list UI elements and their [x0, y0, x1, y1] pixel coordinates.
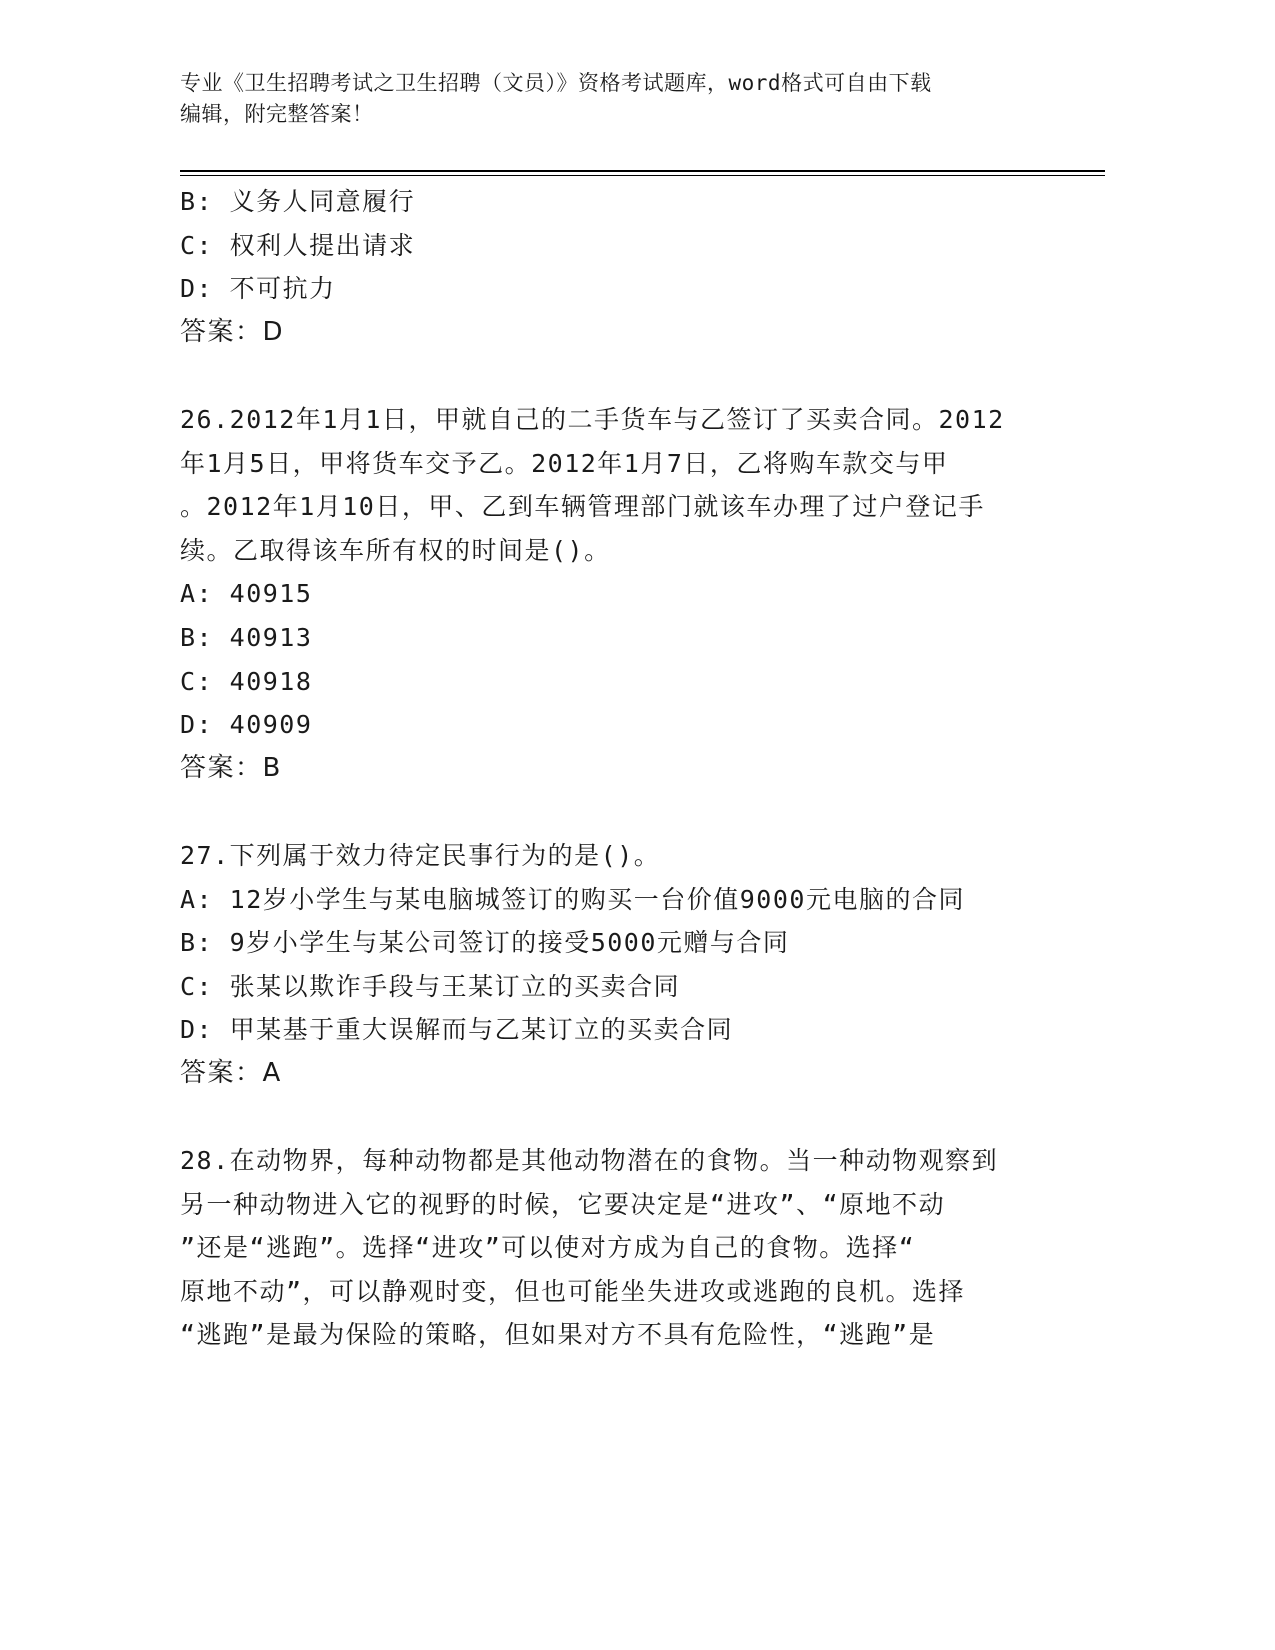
question-text-line: ”还是“逃跑”。选择“进攻”可以使对方成为自己的食物。选择“ — [180, 1233, 916, 1263]
option-b: B: 义务人同意履行 — [180, 187, 416, 216]
option-a: A: 40915 — [180, 579, 313, 609]
question-27 — [180, 834, 1080, 1096]
option-b: B: 9岁小学生与某公司签订的接受5000元赠与合同 — [180, 928, 790, 958]
answer-line: 答案：B — [180, 752, 282, 783]
question-text-line: 原地不动”，可以静观时变，但也可能坐失进攻或逃跑的良机。选择 — [180, 1276, 966, 1306]
question-text-line: 。2012年1月10日，甲、乙到车辆管理部门就该车办理了过户登记手 — [180, 492, 985, 522]
question-text-line: 28.在动物界，每种动物都是其他动物潜在的食物。当一种动物观察到 — [180, 1146, 999, 1176]
option-a: A: 12岁小学生与某电脑城签订的购买一台价值9000元电脑的合同 — [180, 884, 965, 914]
option-d: D: 不可抗力 — [180, 274, 336, 304]
answer-line: 答案：A — [180, 1057, 282, 1088]
header-divider-thin — [180, 175, 1105, 176]
question-25-tail — [180, 180, 1080, 354]
option-c: C: 张某以欺诈手段与王某订立的买卖合同 — [180, 971, 681, 1001]
question-gap — [180, 1095, 1080, 1139]
header-line-1: 专业《卫生招聘考试之卫生招聘（文员）》资格考试题库，word格式可自由下载 — [180, 71, 932, 95]
header-divider-thick — [180, 170, 1105, 172]
question-26 — [180, 398, 1080, 790]
option-c: C: 权利人提出请求 — [180, 230, 416, 260]
option-d: D: 40909 — [180, 710, 313, 740]
option-c: C: 40918 — [180, 666, 313, 696]
header-line-2: 编辑，附完整答案！ — [180, 102, 374, 126]
question-text-line: 另一种动物进入它的视野的时候，它要决定是“进攻”、“原地不动 — [180, 1189, 946, 1219]
question-text-line: 续。乙取得该车所有权的时间是()。 — [180, 535, 611, 565]
option-b: B: 40913 — [180, 622, 313, 652]
question-text-line: “逃跑”是最为保险的策略，但如果对方不具有危险性，“逃跑”是 — [180, 1320, 936, 1350]
page-header — [180, 68, 1040, 130]
question-content — [180, 180, 1080, 1357]
question-text-line: 年1月5日，甲将货车交予乙。2012年1月7日，乙将购车款交与甲 — [180, 448, 949, 478]
question-gap — [180, 354, 1080, 398]
question-28 — [180, 1139, 1080, 1357]
answer-line: 答案：D — [180, 316, 285, 347]
question-gap — [180, 790, 1080, 834]
question-text-line: 27.下列属于效力待定民事行为的是()。 — [180, 840, 661, 870]
option-d: D: 甲某基于重大误解而与乙某订立的买卖合同 — [180, 1015, 734, 1045]
question-text-line: 26.2012年1月1日，甲就自己的二手货车与乙签订了买卖合同。2012 — [180, 404, 1005, 434]
